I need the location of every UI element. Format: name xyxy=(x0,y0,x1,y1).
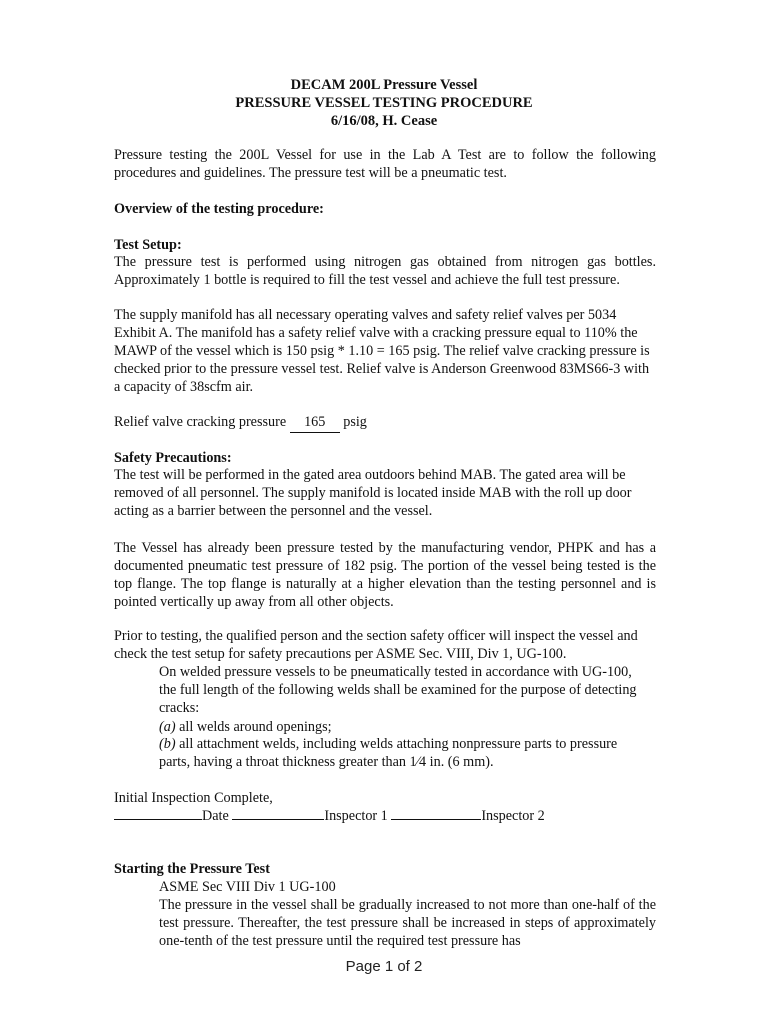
starting-heading: Starting the Pressure Test xyxy=(114,861,270,877)
inspector-1-label: Inspector 1 xyxy=(324,808,388,824)
date-label: Date xyxy=(202,808,229,824)
relief-valve-unit: psig xyxy=(343,414,367,430)
weld-inspection-text: On welded pressure vessels to be pneumatically tested in accordance with UG-100, the full length of the following welds shall be examined for the purpose of detecting cracks: xyxy=(159,664,637,716)
inspector-2-label: Inspector 2 xyxy=(481,808,545,824)
inspector-1-blank xyxy=(232,807,324,820)
starting-paragraph: The pressure in the vessel shall be gradually increased to not more than one-half of the test pressure. Thereafter, the test pressure shall be increased in steps of approximately one-tenth of the test pressure until the required test pressure has xyxy=(159,897,656,950)
item-a-text: all welds around openings; xyxy=(179,719,332,735)
relief-valve-value: 165 xyxy=(304,414,326,430)
test-setup-heading: Test Setup: xyxy=(114,237,182,253)
date-author: 6/16/08, H. Cease xyxy=(330,113,438,129)
item-b-marker: (b) xyxy=(159,736,176,752)
item-a-marker: (a) xyxy=(159,719,176,735)
starting-reference: ASME Sec VIII Div 1 UG-100 xyxy=(159,879,336,895)
relief-valve-value-field xyxy=(290,414,340,433)
intro-paragraph: Pressure testing the 200L Vessel for use in the Lab A Test are to follow the following procedures and guidelines. The pressure test will be a pneumatic test. xyxy=(114,147,656,181)
safety-heading: Safety Precautions: xyxy=(114,450,232,466)
overview-heading: Overview of the testing procedure: xyxy=(114,201,324,217)
inspection-signature-line xyxy=(114,807,674,826)
test-setup-paragraph-2: The supply manifold has all necessary operating valves and safety relief valves per 5034 Exhibit A. The manifold has a safety relief valve with a cracking pressure equal to 110% the MAWP of the vessel which is 150 psig * 1.10 = 165 psig. The relief valve cracking pressure is checked prior to the pressure vessel test. Relief valve is Anderson Greenwood 83MS66-3 with a capacity of 38scfm air. xyxy=(114,307,650,395)
test-setup-paragraph-1: The pressure test is performed using nitrogen gas obtained from nitrogen gas bottles. Approximately 1 bottle is required to fill the test vessel and achieve the full test pressure. xyxy=(114,254,656,288)
weld-item-b xyxy=(159,736,649,772)
inspector-2-blank xyxy=(391,807,481,820)
item-b-text: all attachment welds, including welds attaching nonpressure parts to pressure parts, having a throat thickness greater than 1⁄4 in. (6 mm). xyxy=(159,736,618,770)
relief-valve-label: Relief valve cracking pressure xyxy=(114,414,287,430)
page-number: Page 1 of 2 xyxy=(345,958,423,975)
weld-item-a xyxy=(159,718,332,736)
document-title: DECAM 200L Pressure Vessel xyxy=(290,77,478,93)
procedure-title: PRESSURE VESSEL TESTING PROCEDURE xyxy=(235,95,533,111)
inspection-label: Initial Inspection Complete, xyxy=(114,790,273,806)
safety-paragraph-3: Prior to testing, the qualified person and the section safety officer will inspect the vessel and check the test setup for safety precautions per ASME Sec. VIII, Div 1, UG-100. xyxy=(114,628,638,662)
safety-paragraph-1: The test will be performed in the gated area outdoors behind MAB. The gated area will be removed of all personnel. The supply manifold is located inside MAB with the roll up door acting as a barrier between the personnel and the vessel. xyxy=(114,467,632,519)
safety-paragraph-2: The Vessel has already been pressure tested by the manufacturing vendor, PHPK and has a documented pneumatic test pressure of 182 psig. The portion of the vessel being tested is the top flange. The top flange is naturally at a higher elevation than the testing personnel and is pointed vertically up away from all other objects. xyxy=(114,540,656,610)
date-blank xyxy=(114,807,202,820)
relief-valve-line xyxy=(114,414,656,433)
